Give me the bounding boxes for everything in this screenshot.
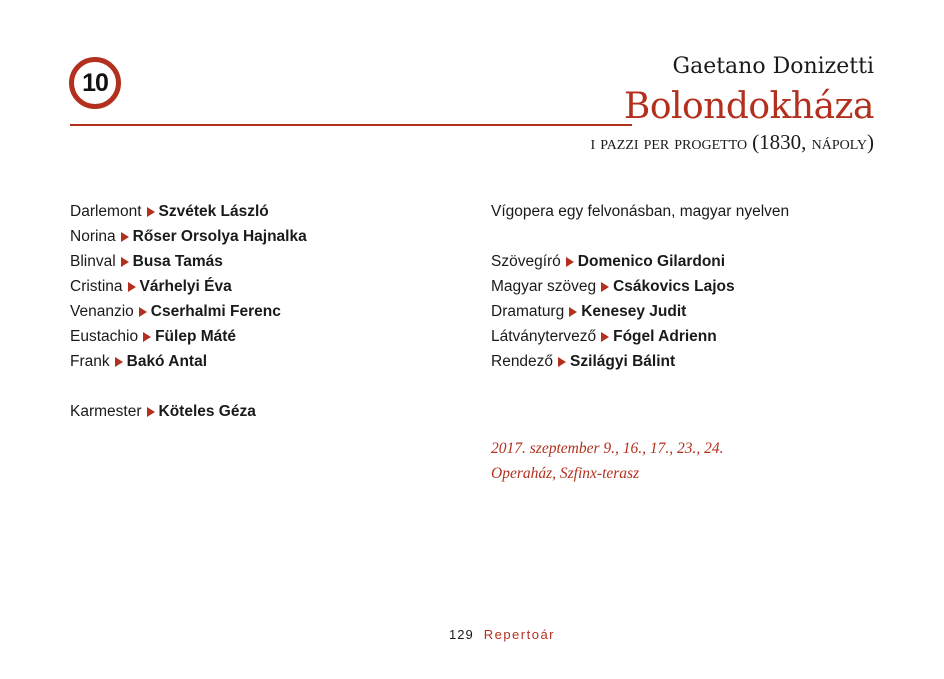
role-label: Norina: [70, 228, 116, 245]
cast-item: [70, 324, 307, 349]
triangle-right-icon: [601, 282, 609, 292]
creator-item: [491, 249, 789, 274]
creator-name: Csákovics Lajos: [613, 278, 735, 295]
role-label: Eustachio: [70, 328, 139, 345]
spacer: [70, 374, 307, 399]
cast-item: [70, 299, 307, 324]
role-label: Magyar szöveg: [491, 278, 597, 295]
header-rule: [70, 124, 632, 126]
cast-item: [70, 224, 307, 249]
triangle-right-icon: [147, 207, 155, 217]
creator-item: [491, 324, 789, 349]
page-number: 129: [449, 627, 474, 642]
composer-name: Gaetano Donizetti: [672, 54, 874, 79]
conductor-name: Köteles Géza: [158, 403, 256, 420]
role-label: Darlemont: [70, 203, 142, 220]
triangle-right-icon: [139, 307, 147, 317]
role-label: Karmester: [70, 403, 142, 420]
role-label: Szövegíró: [491, 253, 561, 270]
premiere-city: nápoly: [811, 132, 867, 154]
role-label: Blinval: [70, 253, 116, 270]
role-label: Rendező: [491, 353, 554, 370]
performer-name: Busa Tamás: [132, 253, 223, 270]
performer-name: Cserhalmi Ferenc: [150, 303, 281, 320]
creator-name: Domenico Gilardoni: [577, 253, 726, 270]
subtitle-paren-close: ): [867, 130, 874, 154]
role-label: Cristina: [70, 278, 123, 295]
cast-item: [70, 274, 307, 299]
production-number-badge: [69, 57, 121, 109]
opera-subtitle: [591, 130, 874, 155]
cast-item: [70, 199, 307, 224]
original-title: i pazzi per progetto: [590, 132, 753, 154]
performance-dates: 2017. szeptember 9., 16., 17., 23., 24.: [491, 440, 724, 457]
cast-item: [70, 249, 307, 274]
performer-name: Fülep Máté: [155, 328, 237, 345]
creator-item: [491, 299, 789, 324]
cast-list: [70, 199, 307, 424]
production-description: Vígopera egy felvonásban, magyar nyelven: [491, 203, 790, 220]
role-label: Látványtervező: [491, 328, 597, 345]
section-name: Repertoár: [483, 627, 556, 642]
subtitle-paren-open: (1830,: [752, 130, 812, 154]
production-number: 10: [82, 68, 108, 97]
performer-name: Szvétek László: [158, 203, 269, 220]
triangle-right-icon: [558, 357, 566, 367]
page-footer: [449, 627, 555, 642]
triangle-right-icon: [569, 307, 577, 317]
performer-name: Bakó Antal: [126, 353, 208, 370]
cast-item: [70, 349, 307, 374]
creator-name: Kenesey Judit: [581, 303, 687, 320]
triangle-right-icon: [566, 257, 574, 267]
performance-info: [491, 436, 724, 486]
performance-venue: Operaház, Szfinx-terasz: [491, 465, 640, 482]
role-label: Venanzio: [70, 303, 134, 320]
conductor-item: [70, 399, 307, 424]
performer-name: Várhelyi Éva: [139, 278, 232, 295]
creator-name: Szilágyi Bálint: [570, 353, 676, 370]
triangle-right-icon: [128, 282, 136, 292]
role-label: Frank: [70, 353, 110, 370]
spacer: [491, 224, 789, 249]
creators-list: [491, 199, 789, 374]
triangle-right-icon: [601, 332, 609, 342]
triangle-right-icon: [147, 407, 155, 417]
creator-item: [491, 349, 789, 374]
triangle-right-icon: [121, 257, 129, 267]
performer-name: Rőser Orsolya Hajnalka: [132, 228, 307, 245]
creator-name: Fógel Adrienn: [613, 328, 717, 345]
creator-item: [491, 274, 789, 299]
triangle-right-icon: [115, 357, 123, 367]
role-label: Dramaturg: [491, 303, 565, 320]
opera-title: Bolondokháza: [623, 86, 874, 127]
triangle-right-icon: [143, 332, 151, 342]
triangle-right-icon: [121, 232, 129, 242]
